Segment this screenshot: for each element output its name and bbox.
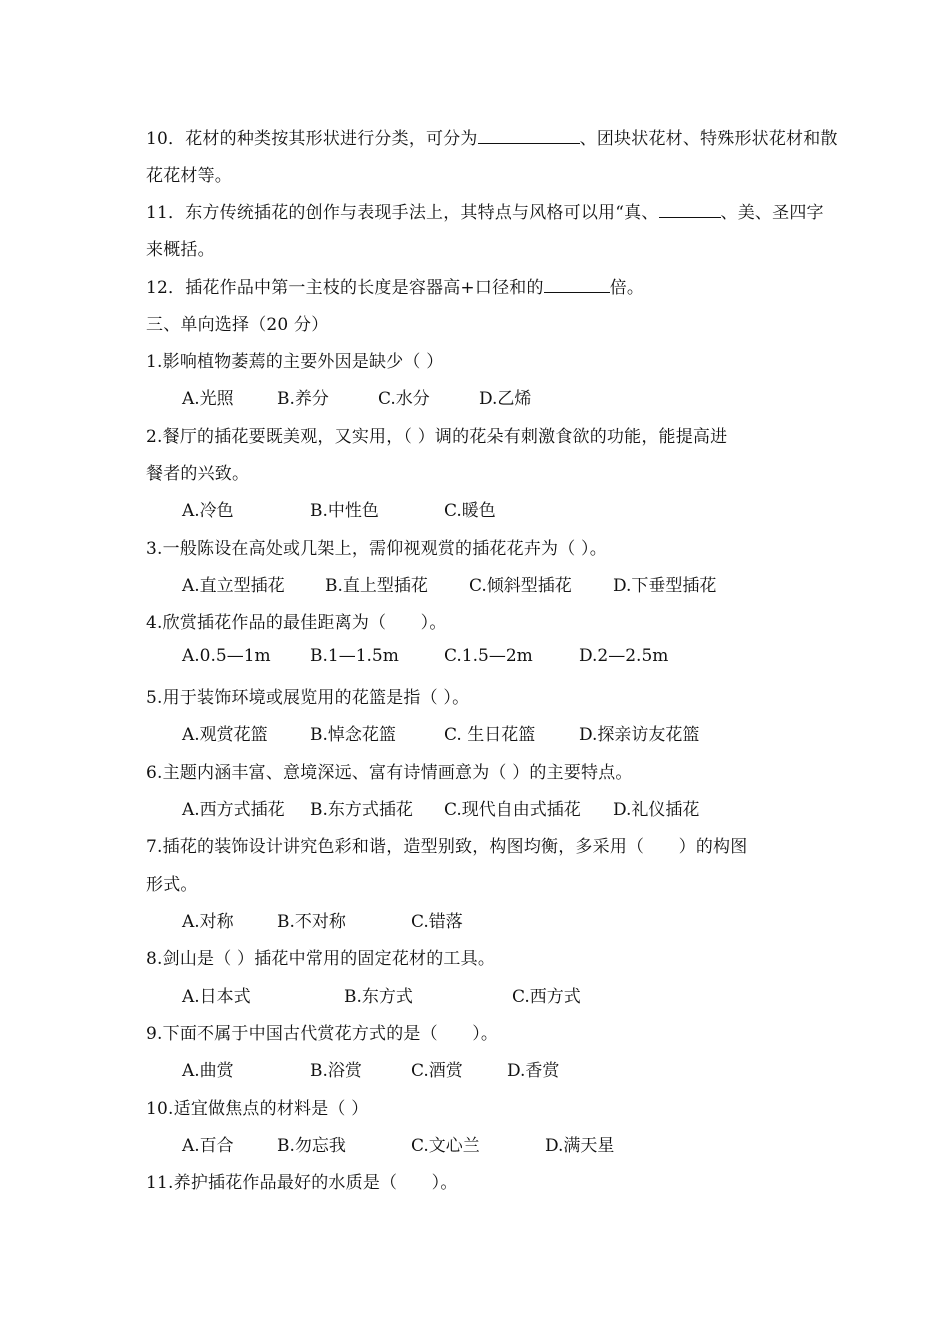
question-11: 11.养护插花作品最好的水质是（ ）。 [146, 1173, 458, 1193]
fill-q11-line1 [146, 198, 824, 223]
answer-blank [478, 129, 580, 144]
option: A.光照 [182, 389, 234, 409]
option: C.1.5—2m [444, 646, 533, 666]
option: C.错落 [411, 912, 463, 932]
option: B.中性色 [310, 501, 379, 521]
option: A.冷色 [182, 501, 234, 521]
option: A.对称 [182, 912, 234, 932]
option: D.下垂型插花 [613, 576, 717, 596]
question-1: 1.影响植物萎蔫的主要外因是缺少（ ） [146, 352, 444, 372]
question-9: 9.下面不属于中国古代赏花方式的是（ ）。 [146, 1024, 499, 1044]
option: D.探亲访友花篮 [579, 725, 700, 745]
question-2-cont: 餐者的兴致。 [146, 464, 250, 484]
option: C.倾斜型插花 [469, 576, 572, 596]
fill-q12-post: 倍。 [609, 278, 645, 298]
answer-blank [544, 278, 610, 293]
fill-q10-pre: 10．花材的种类按其形状进行分类，可分为 [146, 129, 478, 149]
fill-q10-line1 [146, 124, 838, 149]
option: A.西方式插花 [182, 800, 285, 820]
option: B.不对称 [277, 912, 346, 932]
question-6: 6.主题内涵丰富、意境深远、富有诗情画意为（ ）的主要特点。 [146, 763, 633, 783]
option: B.勿忘我 [277, 1136, 346, 1156]
answer-blank [659, 203, 721, 218]
question-5: 5.用于装饰环境或展览用的花篮是指（ ）。 [146, 688, 470, 708]
option: C.暖色 [444, 501, 496, 521]
fill-q11-line2: 来概括。 [146, 240, 215, 260]
option: C. 生日花篮 [444, 725, 536, 745]
option: B.悼念花篮 [310, 725, 396, 745]
option: C.文心兰 [411, 1136, 480, 1156]
option: A.0.5—1m [182, 646, 271, 666]
fill-q12-pre: 12．插花作品中第一主枝的长度是容器高+口径和的 [146, 278, 544, 298]
option: C.水分 [378, 389, 430, 409]
question-4: 4.欣赏插花作品的最佳距离为（ ）。 [146, 613, 447, 633]
option: C.西方式 [512, 987, 581, 1007]
option: B.浴赏 [310, 1061, 362, 1081]
fill-q10-line2: 花花材等。 [146, 166, 232, 186]
option: B.东方式 [344, 987, 413, 1007]
section-title: 三、单向选择（20 分） [146, 315, 329, 335]
option: B.养分 [277, 389, 329, 409]
option: D.香赏 [507, 1061, 560, 1081]
option: A.观赏花篮 [182, 725, 268, 745]
option: A.百合 [182, 1136, 234, 1156]
question-7-cont: 形式。 [146, 875, 198, 895]
option: D.礼仪插花 [613, 800, 700, 820]
option: C.现代自由式插花 [444, 800, 581, 820]
fill-q10-post: 、团块状花材、特殊形状花材和散 [579, 129, 838, 149]
option: A.日本式 [182, 987, 251, 1007]
option: D.2—2.5m [579, 646, 669, 666]
option: D.乙烯 [479, 389, 532, 409]
question-3: 3.一般陈设在高处或几架上，需仰视观赏的插花花卉为（ ）。 [146, 539, 607, 559]
option: A.曲赏 [182, 1061, 234, 1081]
question-10: 10.适宜做焦点的材料是（ ） [146, 1099, 369, 1119]
option: B.直上型插花 [325, 576, 428, 596]
option: B.东方式插花 [310, 800, 413, 820]
option: B.1—1.5m [310, 646, 399, 666]
option: D.满天星 [545, 1136, 615, 1156]
fill-q12-line1 [146, 273, 644, 298]
option: A.直立型插花 [182, 576, 285, 596]
question-8: 8.剑山是（ ）插花中常用的固定花材的工具。 [146, 949, 496, 969]
question-2: 2.餐厅的插花要既美观，又实用，（ ）调的花朵有刺激食欲的功能，能提高进 [146, 427, 728, 447]
option: C.酒赏 [411, 1061, 463, 1081]
fill-q11-post: 、美、圣四字 [720, 203, 824, 223]
fill-q11-pre: 11．东方传统插花的创作与表现手法上，其特点与风格可以用“真、 [146, 203, 659, 223]
question-7: 7.插花的装饰设计讲究色彩和谐，造型别致，构图均衡，多采用（ ）的构图 [146, 837, 748, 857]
